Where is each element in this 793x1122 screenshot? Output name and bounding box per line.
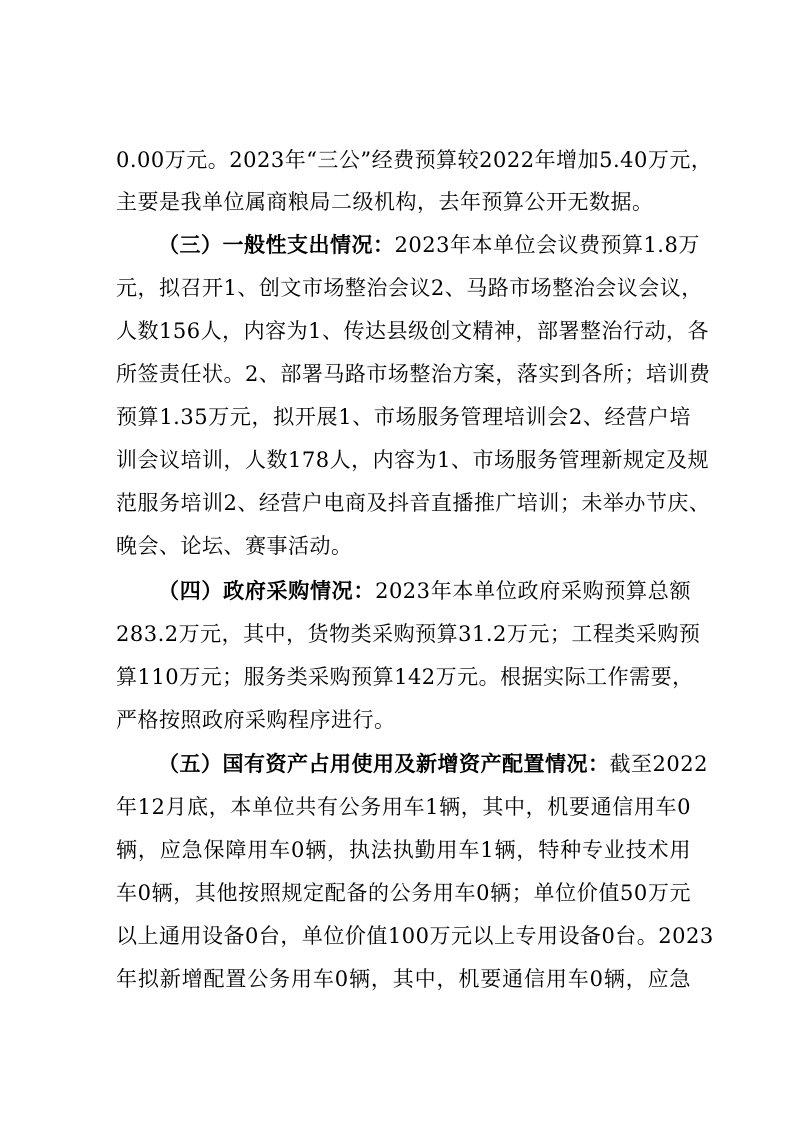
paragraph-4-line-6: 年拟新增配置公务用车0辆，其中，机要通信用车0辆，应急 — [116, 967, 691, 991]
paragraph-2-line-6: 训会议培训，人数178人，内容为1、市场服务管理新规定及规 — [116, 448, 709, 472]
paragraph-4-first-line — [158, 744, 708, 784]
paragraph-2-line-8: 晚会、论坛、赛事活动。 — [116, 534, 353, 558]
paragraph-3-line-4: 严格按照政府采购程序进行。 — [116, 708, 396, 732]
paragraph-2-line-5: 预算1.35万元，拟开展1、市场服务管理培训会2、经营户培 — [116, 405, 691, 429]
paragraph-4-line-3: 辆，应急保障用车0辆，执法执勤用车1辆，特种专业技术用 — [116, 838, 691, 862]
paragraph-4-line-5: 以上通用设备0台，单位价值100万元以上专用设备0台。2023 — [116, 924, 714, 948]
paragraph-4-line-2: 年12月底，本单位共有公务用车1辆，其中，机要通信用车0 — [116, 795, 691, 819]
paragraph-4-first-text: 截至2022 — [609, 752, 708, 776]
paragraph-2-line-4: 所签责任状。2、部署马路市场整治方案，落实到各所；培训费 — [116, 362, 711, 386]
paragraph-2-first-text: 2023年本单位会议费预算1.8万 — [394, 233, 700, 257]
paragraph-1-line-1: 0.00万元。2023年“三公”经费预算较2022年增加5.40万元， — [116, 148, 713, 172]
paragraph-3-first-line — [158, 571, 691, 611]
paragraph-4-line-4: 车0辆，其他按照规定配备的公务用车0辆；单位价值50万元 — [116, 881, 691, 905]
paragraph-2-first-line — [158, 225, 700, 265]
section-heading-government-procurement: （四）政府采购情况： — [158, 579, 376, 603]
paragraph-3-line-2: 283.2万元，其中，货物类采购预算31.2万元；工程类采购预 — [116, 622, 701, 646]
paragraph-1-line-2: 主要是我单位属商粮局二级机构，去年预算公开无数据。 — [116, 190, 654, 214]
paragraph-3-first-text: 2023年本单位政府采购预算总额 — [375, 579, 692, 603]
section-heading-general-expenditure: （三）一般性支出情况： — [158, 233, 395, 257]
paragraph-2-line-3: 人数156人，内容为1、传达县级创文精神，部署整治行动，各 — [116, 319, 709, 343]
paragraph-3-line-3: 算110万元；服务类采购预算142万元。根据实际工作需要， — [116, 665, 694, 689]
paragraph-2-line-7: 范服务培训2、经营户电商及抖音直播推广培训；未举办节庆、 — [116, 491, 711, 515]
paragraph-2-line-2: 元，拟召开1、创文市场整治会议2、马路市场整治会议会议， — [116, 276, 703, 300]
section-heading-state-assets: （五）国有资产占用使用及新增资产配置情况： — [158, 752, 610, 776]
